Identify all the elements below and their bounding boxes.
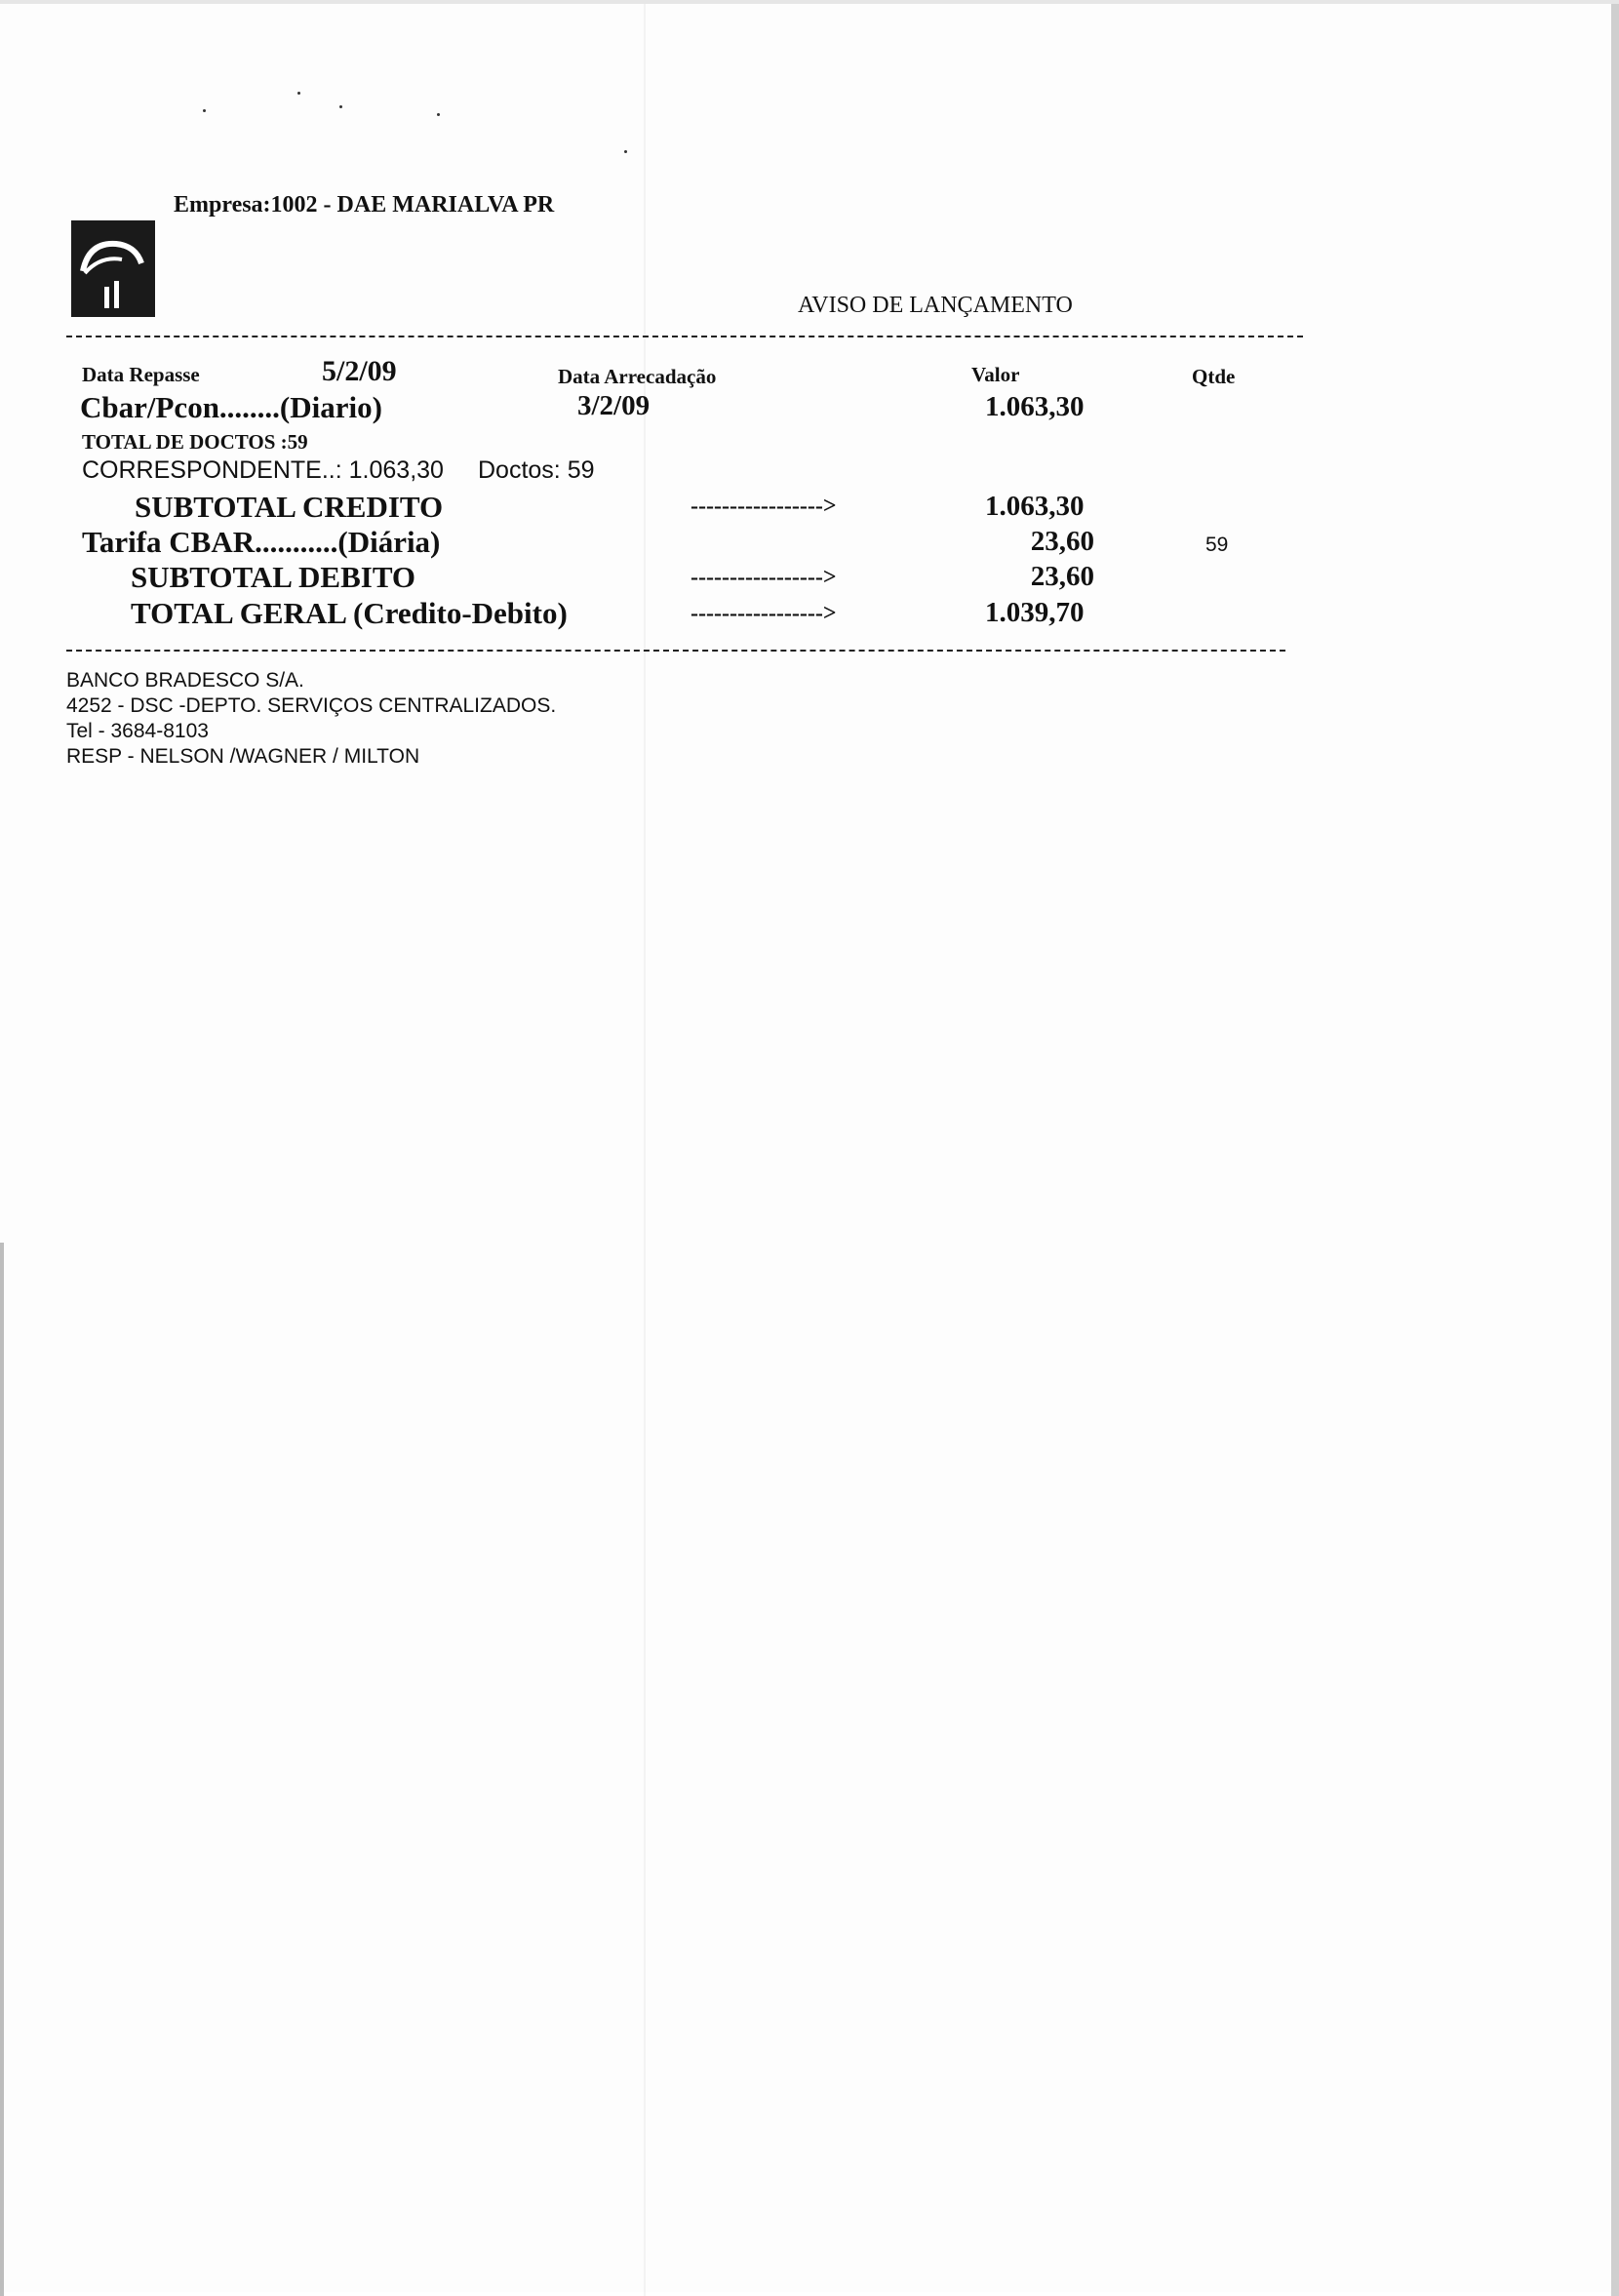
scan-speck [297, 92, 300, 95]
tarifa-qtde: 59 [1205, 534, 1229, 556]
scan-edge-right [1611, 4, 1619, 2296]
subtotal-debito-label: SUBTOTAL DEBITO [131, 560, 416, 594]
divider [66, 336, 1303, 337]
tarifa-label: Tarifa CBAR...........(Diária) [82, 525, 441, 559]
total-doctos: TOTAL DE DOCTOS :59 [82, 430, 308, 454]
valor-label: Valor [971, 363, 1020, 386]
divider [66, 650, 1285, 652]
entry-value: 1.063,30 [985, 391, 1085, 422]
qtde-label: Qtde [1192, 365, 1236, 388]
data-repasse-value: 5/2/09 [322, 355, 397, 387]
bradesco-logo-icon [71, 220, 155, 317]
subtotal-credito-value: 1.063,30 [985, 491, 1085, 522]
company-name: Empresa:1002 - DAE MARIALVA PR [174, 192, 555, 218]
entry-name: Cbar/Pcon........(Diario) [80, 390, 382, 424]
subtotal-debito-value: 23,60 [1030, 561, 1094, 592]
scan-speck [339, 105, 342, 108]
paper-fold [644, 4, 646, 2296]
footer-line-3: Tel - 3684-8103 [66, 720, 209, 742]
data-arrecadacao-label: Data Arrecadação [558, 365, 717, 388]
footer-line-4: RESP - NELSON /WAGNER / MILTON [66, 745, 420, 768]
total-geral-label: TOTAL GERAL (Credito-Debito) [131, 596, 568, 630]
footer-line-1: BANCO BRADESCO S/A. [66, 669, 304, 692]
entry-date: 3/2/09 [577, 390, 651, 421]
tarifa-value: 23,60 [1030, 526, 1094, 557]
subtotal-credito-label: SUBTOTAL CREDITO [135, 490, 444, 524]
scan-edge-left [0, 1243, 4, 2296]
scan-speck [203, 109, 206, 112]
scan-speck [437, 113, 440, 116]
total-geral-value: 1.039,70 [985, 597, 1085, 628]
subtotal-debito-arrow: -----------------> [691, 565, 837, 590]
subtotal-credito-arrow: -----------------> [691, 494, 837, 519]
page-title: AVISO DE LANÇAMENTO [798, 293, 1073, 318]
footer-line-2: 4252 - DSC -DEPTO. SERVIÇOS CENTRALIZADOS. [66, 694, 557, 717]
scan-speck [624, 150, 627, 153]
correspondente: CORRESPONDENTE..: 1.063,30 [82, 456, 444, 484]
data-repasse-label: Data Repasse [82, 363, 200, 386]
total-geral-arrow: -----------------> [691, 601, 837, 626]
doctos-count: Doctos: 59 [478, 456, 595, 484]
